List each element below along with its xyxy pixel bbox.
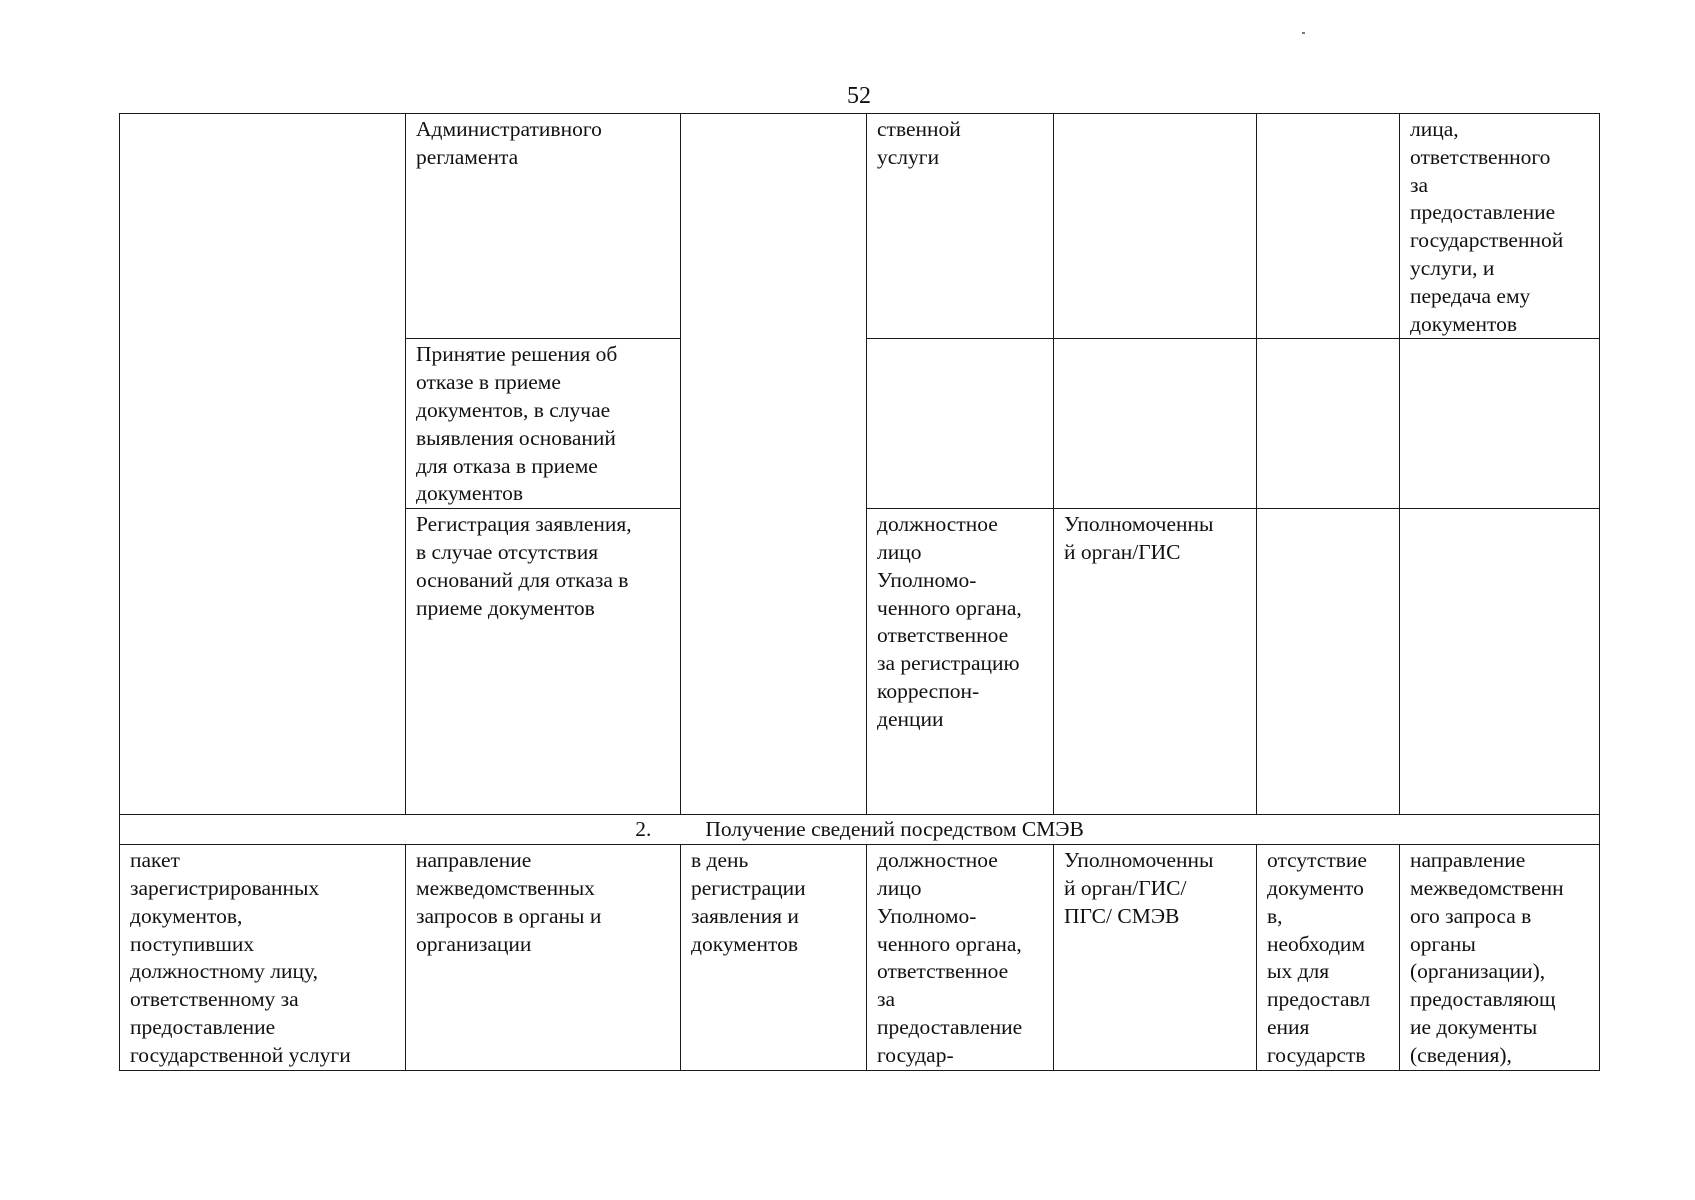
table-cell: [681, 114, 867, 815]
table-cell: [406, 114, 681, 339]
cell-text: в день регистрации заявления и документов: [691, 848, 806, 956]
cell-text: Регистрация заявления, в случае отсутствия оснований для отказа в приеме документов: [416, 512, 632, 620]
table-cell: [1257, 509, 1400, 815]
table-cell: [120, 845, 406, 1070]
cell-text: направление межведомственн ого запроса в органы (организации), предоставляющ ие документы (сведения),: [1410, 848, 1564, 1067]
procedure-table: [119, 113, 1600, 1071]
section-header-row: [120, 815, 1600, 845]
table-row: [120, 114, 1600, 339]
table-cell: [1054, 339, 1257, 509]
cell-text: ственной услуги: [877, 117, 961, 169]
cell-text: должностное лицо Уполномо- ченного органа, ответственное за регистрацию корреспон- денции: [877, 512, 1022, 731]
table-cell: [406, 339, 681, 509]
table-cell: [681, 845, 867, 1070]
table-cell: [867, 845, 1054, 1070]
table-cell: [1400, 114, 1600, 339]
table-cell: [1054, 114, 1257, 339]
scan-speck: [1302, 32, 1305, 34]
cell-text: пакет зарегистрированных документов, поступивших должностному лицу, ответственному за предоставление государственной услуги: [130, 848, 351, 1067]
table-cell: [406, 509, 681, 815]
table-cell: [406, 845, 681, 1070]
section-title: Получение сведений посредством СМЭВ: [705, 816, 1084, 841]
cell-text: Уполномоченны й орган/ГИС/ ПГС/ СМЭВ: [1064, 848, 1214, 928]
cell-text: должностное лицо Уполномо- ченного органа, ответственное за предоставление государ-: [877, 848, 1023, 1067]
table-cell: [120, 114, 406, 815]
table-cell: [1257, 339, 1400, 509]
table-cell: [1257, 114, 1400, 339]
cell-text: лица, ответственного за предоставление государственной услуги, и передача ему документов: [1410, 117, 1564, 336]
table-cell: [1257, 845, 1400, 1070]
section-header: [120, 815, 1600, 845]
cell-text: направление межведомственных запросов в органы и организации: [416, 848, 602, 956]
cell-text: Административного регламента: [416, 117, 602, 169]
table-cell: [1054, 845, 1257, 1070]
section-number: 2.: [635, 816, 652, 841]
table-cell: [867, 339, 1054, 509]
table-cell: [1400, 509, 1600, 815]
table-cell: [1400, 339, 1600, 509]
table-cell: [1054, 509, 1257, 815]
table-row: [120, 845, 1600, 1070]
page-number: 52: [847, 83, 871, 109]
table-cell: [867, 114, 1054, 339]
cell-text: Принятие решения об отказе в приеме документов, в случае выявления оснований для отказа в приеме документов: [416, 342, 618, 506]
cell-text: Уполномоченны й орган/ГИС: [1064, 512, 1214, 564]
table-cell: [1400, 845, 1600, 1070]
table-cell: [867, 509, 1054, 815]
cell-text: отсутствие документо в, необходим ых для предоставл ения государств: [1267, 848, 1371, 1067]
